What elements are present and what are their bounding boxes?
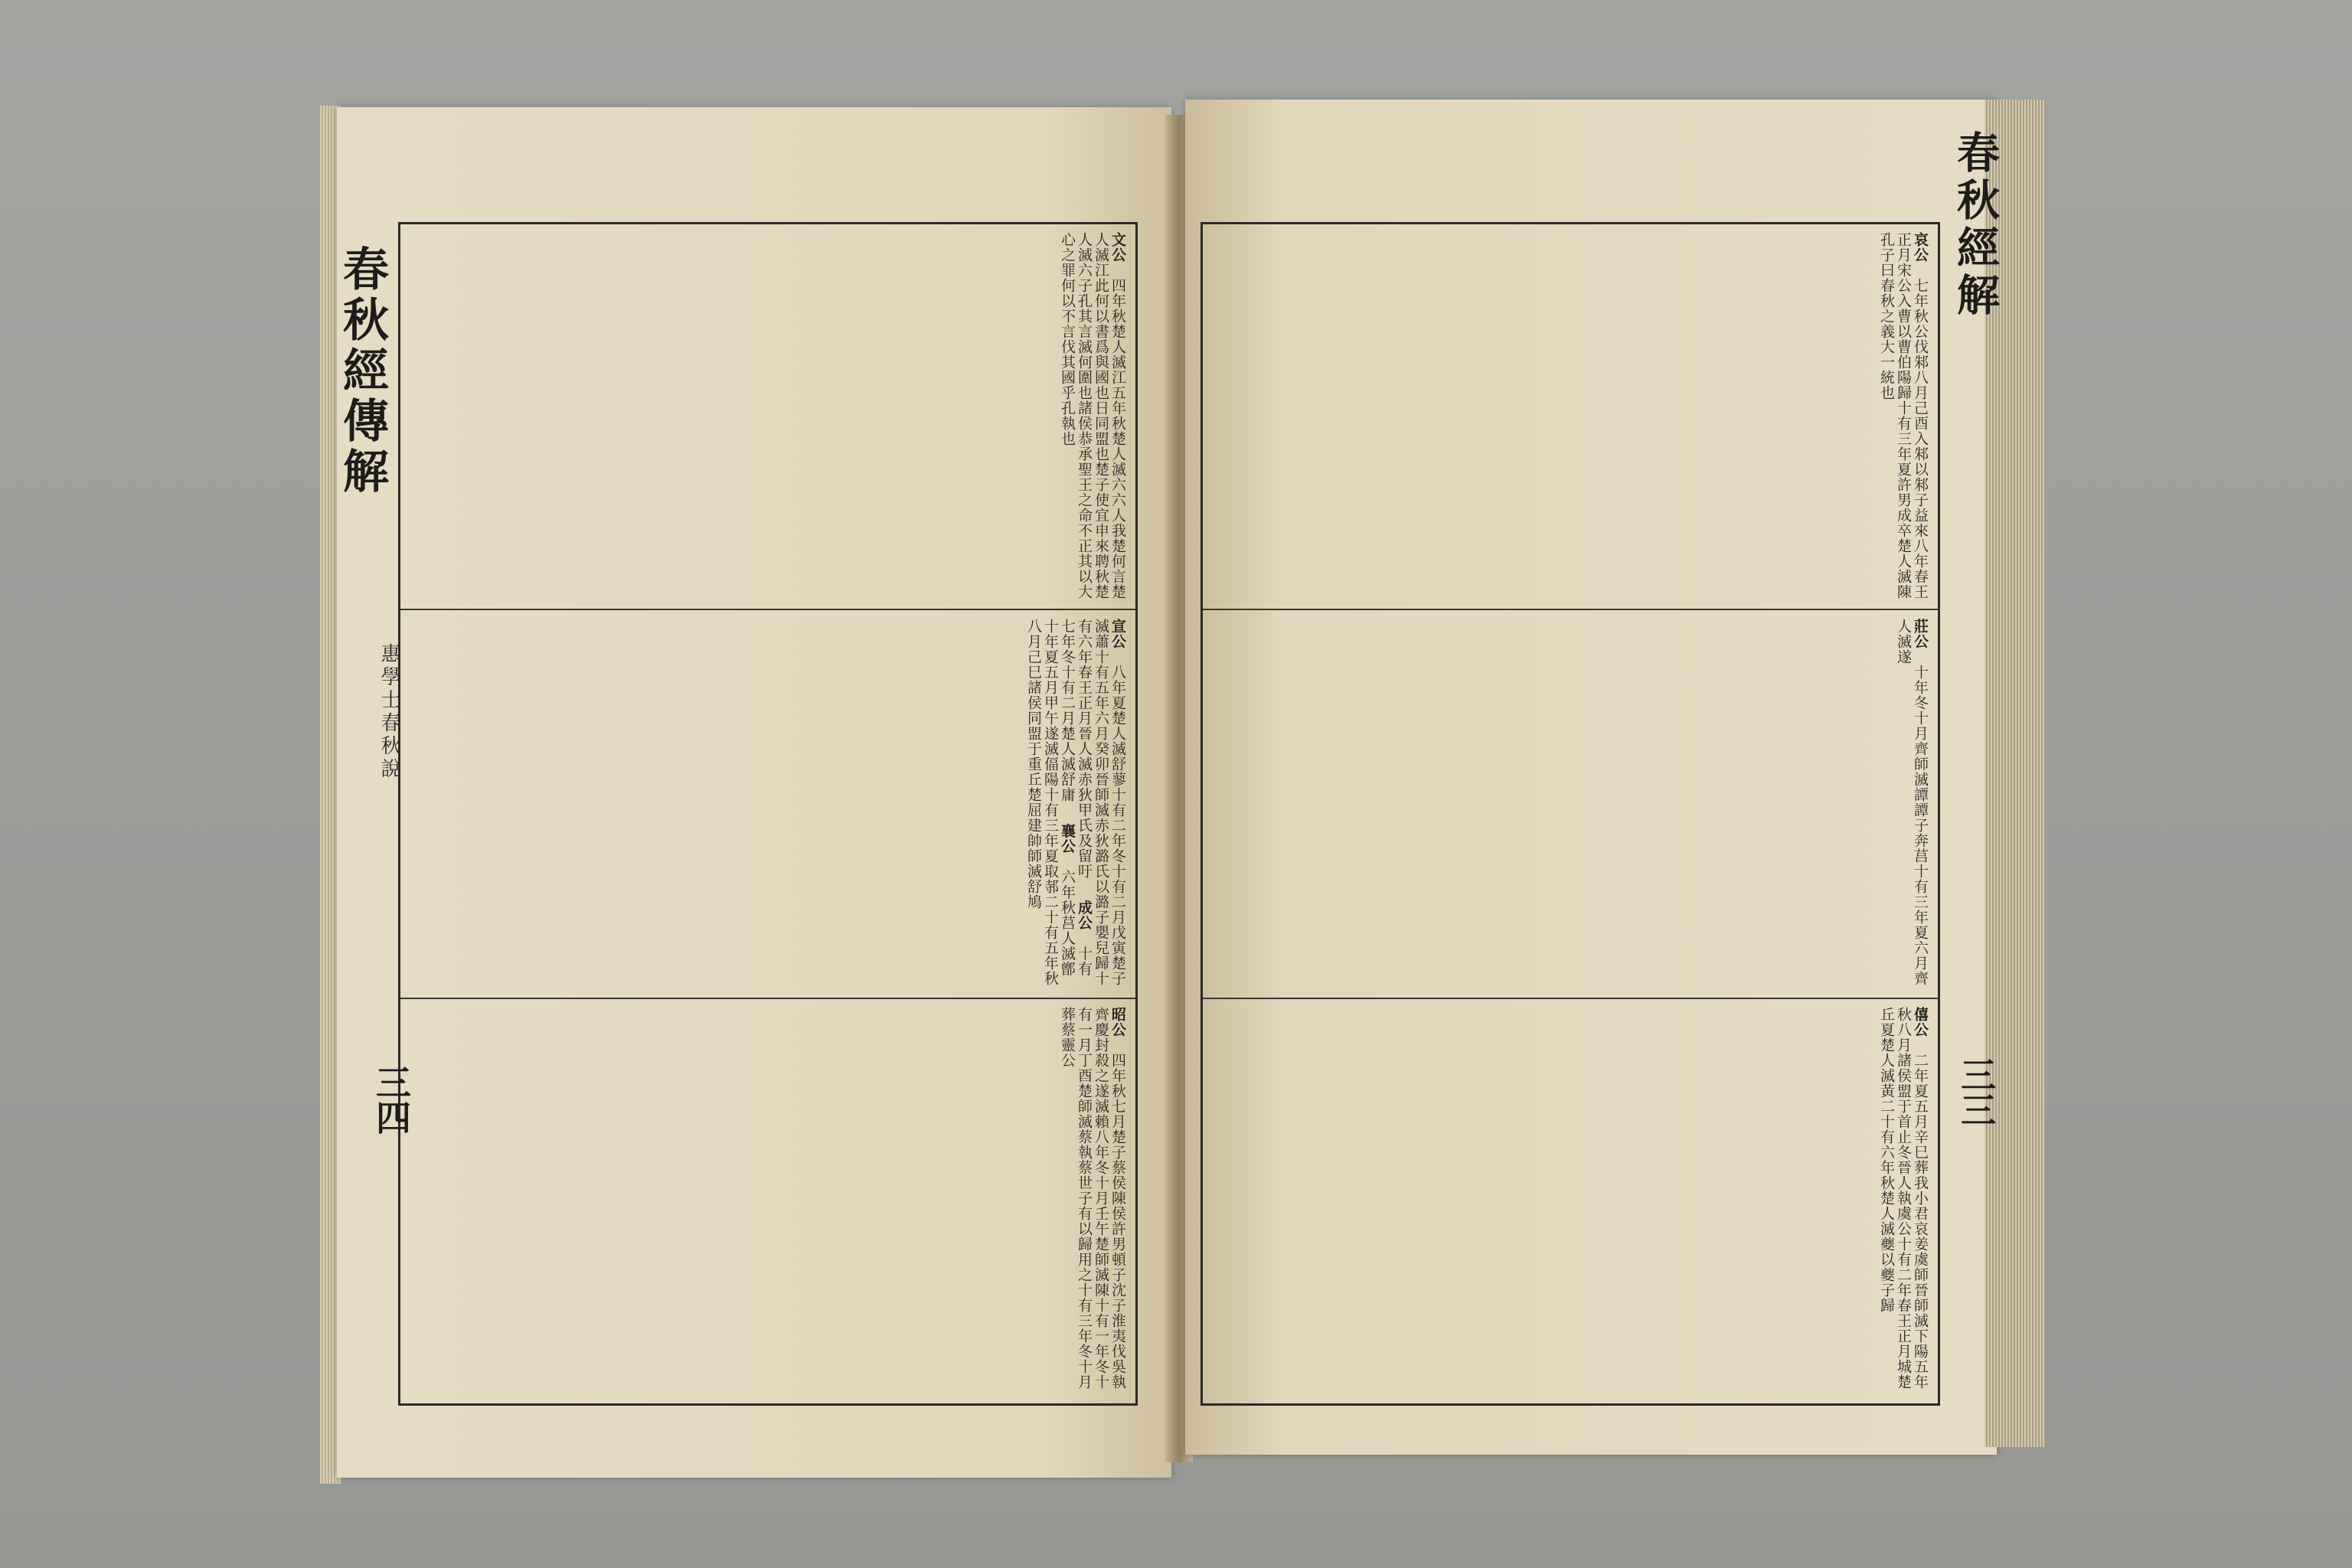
left-register-3 [407,1007,1126,1393]
section-text: 七年秋公伐邾八月己酉入邾以邾子益來八年春王正月宋公入曹以曹伯陽歸十有三年夏許男成卒楚人滅陳孔子曰春秋之義大一統也 [1878,232,1929,599]
section-text: 四年秋楚人滅江五年秋楚人滅六六人我楚何言楚人滅江此何以書爲與國也日同盟也楚子使宜申來聘秋楚人滅六子孔其言滅何圍也諸侯恭承聖王之命不正其以大心之罪何以不言伐其國乎孔執也 [1059,232,1126,599]
reign-label: 文公 [1109,232,1126,263]
section-text: 八年夏楚人滅舒蓼十有二年冬十有二月戊寅楚子滅蕭十有五年六月癸卯晉師滅赤狄潞氏以潞子嬰兒歸十有六年春王正月晉人滅赤狄甲氏及留吁 [1076,619,1126,986]
left-divider-1 [400,609,1135,610]
reign-label: 昭公 [1109,1007,1126,1037]
right-page-title: 春秋經解 [1950,130,2001,320]
left-register-1 [407,232,1126,599]
left-page-number: 三四 [371,1064,412,1135]
reign-label: 襄公 [1059,823,1076,854]
section-text: 十年冬十月齊師滅譚譚子奔莒十有三年夏六月齊人滅遂 [1895,619,1929,986]
right-divider-1 [1203,609,1938,610]
reign-label: 僖公 [1912,1007,1929,1037]
right-page-number: 三三 [1955,1057,1997,1127]
left-page-title: 春秋經傳解 [335,245,389,498]
reign-label: 哀公 [1912,232,1929,263]
right-register-2 [1209,619,1929,986]
right-divider-2 [1203,998,1938,999]
left-divider-2 [400,998,1135,999]
right-register-1 [1209,232,1929,599]
left-text-frame [398,222,1138,1406]
right-text-frame [1200,222,1940,1406]
reign-label: 成公 [1076,900,1093,931]
left-register-2 [407,619,1126,986]
section-text: 四年秋七月楚子蔡侯陳侯許男頓子沈子淮夷伐吳執齊慶封殺之遂滅賴八年冬十月壬午楚師滅陳十有一年冬十有一月丁酉楚師滅蔡執蔡世子有以歸用之十有三年冬十月葬蔡靈公 [1059,1007,1126,1390]
section-text: 六年秋莒人滅鄫十年夏五月甲午遂滅偪陽十有三年夏取邿二十有五年秋八月己巳諸侯同盟于重丘楚屈建帥師滅舒鳩 [1025,619,1076,986]
right-register-3 [1209,1007,1929,1393]
reign-label: 莊公 [1912,619,1929,649]
left-page-subtitle: 惠學士春秋說 [377,643,400,781]
section-text: 二年夏五月辛巳葬我小君哀姜虞師晉師滅下陽五年秋八月諸侯盟于首止冬晉人執虞公十有二年春王正月城楚丘夏楚人滅黃二十有六年秋楚人滅夔以夔子歸 [1878,1007,1929,1390]
section-text: 十有七年冬十有二月楚人滅舒庸 [1059,619,1093,977]
reign-label: 宣公 [1109,619,1126,649]
